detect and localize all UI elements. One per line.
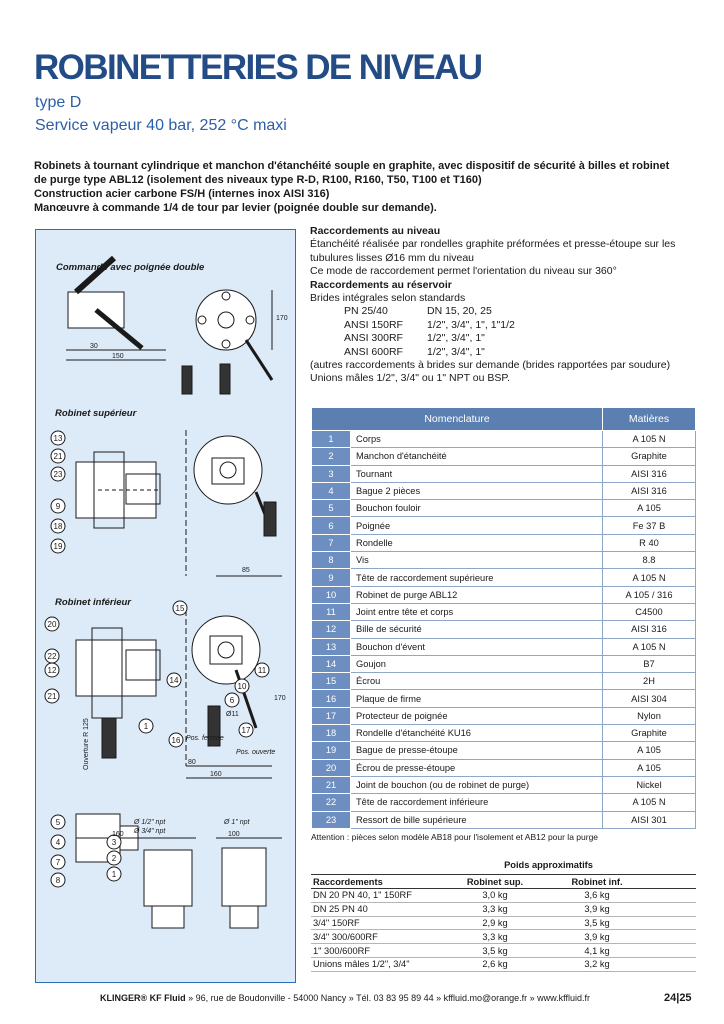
item-number: 23 (312, 811, 351, 828)
item-material: A 105 (603, 759, 696, 776)
callout: 8 (55, 876, 61, 885)
footer-contact: » 96, rue de Boudonville - 54000 Nancy » Tél. 03 83 95 89 44 » kffluid.mo@orange.fr » www.kffluid.fr (185, 993, 591, 1003)
table-row (312, 569, 696, 586)
item-designation: Joint de bouchon (ou de robinet de purge) (351, 776, 603, 793)
dim-label: 100 (228, 831, 240, 838)
callout: 11 (257, 666, 267, 675)
item-number: 12 (312, 621, 351, 638)
section-heading: Raccordements au réservoir (310, 278, 452, 291)
callout: 6 (229, 696, 235, 705)
callout: 1 (111, 870, 117, 879)
item-material: Nickel (603, 776, 696, 793)
callout: 22 (47, 652, 57, 661)
item-number: 13 (312, 638, 351, 655)
intro-line: Manœuvre à commande 1/4 de tour par levier (poignée double sur demande). (34, 202, 437, 214)
column-header: Robinet sup. (443, 875, 545, 889)
item-material: C4500 (603, 603, 696, 620)
footer-brand: KLINGER® KF Fluid (100, 993, 186, 1003)
item-material: A 105 N (603, 638, 696, 655)
callout: 23 (53, 470, 63, 479)
type-subtitle: type D (35, 94, 82, 111)
table-row (312, 500, 696, 517)
position-label: Pos. ouverte (236, 749, 276, 756)
item-designation: Tête de raccordement inférieure (351, 794, 603, 811)
table-row (312, 811, 696, 828)
item-designation: Robinet de purge ABL12 (351, 586, 603, 603)
item-material: A 105 / 316 (603, 586, 696, 603)
position-label: Pos. fermée (186, 735, 224, 742)
connections-section (310, 225, 700, 386)
service-subtitle: Service vapeur 40 bar, 252 °C maxi (35, 117, 287, 134)
callout: 7 (55, 858, 61, 867)
item-number: 2 (312, 448, 351, 465)
item-number: 1 (312, 431, 351, 448)
standard-row: ANSI 150RF 1/2", 3/4", 1", 1"1/2 (344, 318, 515, 331)
column-header: Raccordements (311, 875, 443, 889)
table-row (312, 776, 696, 793)
item-number: 9 (312, 569, 351, 586)
connection-type: 3/4" 150RF (311, 916, 443, 930)
item-number: 19 (312, 742, 351, 759)
weight-upper: 3,3 kg (443, 902, 545, 916)
item-designation: Tournant (351, 465, 603, 482)
item-material: A 105 (603, 742, 696, 759)
intro-line: de purge type ABL12 (isolement des niveaux type R-D, R100, R160, T50, T100 et T160) (34, 174, 482, 186)
item-designation: Écrou de presse-étoupe (351, 759, 603, 776)
table-row (312, 673, 696, 690)
item-designation: Ressort de bille supérieure (351, 811, 603, 828)
callout: 14 (169, 676, 179, 685)
table-row (312, 465, 696, 482)
callout: 3 (111, 838, 117, 847)
item-number: 21 (312, 776, 351, 793)
table-row (312, 655, 696, 672)
item-number: 4 (312, 482, 351, 499)
text-line: Étanchéité réalisée par rondelles graphite préformées et presse-étoupe sur les (310, 238, 676, 251)
weights-body (311, 889, 696, 972)
column-header: Robinet inf. (545, 875, 647, 889)
callout: 5 (55, 818, 61, 827)
union-connections-drawing (76, 814, 282, 928)
table-row (312, 603, 696, 620)
item-material: A 105 N (603, 569, 696, 586)
item-material: Nylon (603, 707, 696, 724)
table-row (312, 552, 696, 569)
callout: 12 (47, 666, 57, 675)
weight-upper: 3,5 kg (443, 944, 545, 958)
weight-upper: 2,6 kg (443, 957, 545, 971)
item-material: A 105 N (603, 794, 696, 811)
connection-type: 1" 300/600RF (311, 944, 443, 958)
weight-upper: 3,3 kg (443, 930, 545, 944)
thread-label: Ø 1" npt (224, 819, 250, 826)
table-row (312, 431, 696, 448)
weight-lower: 4,1 kg (545, 944, 647, 958)
drawing-caption: Commande avec poignée double (56, 262, 205, 273)
connection-type: DN 20 PN 40, 1" 150RF (311, 889, 443, 903)
item-number: 11 (312, 603, 351, 620)
table-header-row (311, 875, 696, 889)
callout: 1 (143, 722, 149, 731)
item-material: A 105 N (603, 431, 696, 448)
dim-label: 170 (274, 695, 286, 702)
rotation-label: Ouverture R 125 (83, 718, 90, 770)
section-heading: Raccordements au niveau (310, 225, 441, 237)
item-number: 20 (312, 759, 351, 776)
item-number: 17 (312, 707, 351, 724)
dim-label: 170 (276, 315, 288, 322)
weight-lower: 3,6 kg (545, 889, 647, 903)
upper-valve-drawing (76, 430, 282, 576)
item-number: 5 (312, 500, 351, 517)
callout: 19 (53, 542, 63, 551)
item-designation: Rondelle (351, 534, 603, 551)
weight-lower: 3,9 kg (545, 902, 647, 916)
double-handle-drawing (66, 258, 272, 394)
item-designation: Vis (351, 552, 603, 569)
dim-label: 80 (188, 759, 196, 766)
standard-row: PN 25/40 DN 15, 20, 25 (344, 305, 492, 318)
item-number: 3 (312, 465, 351, 482)
table-row (311, 957, 696, 971)
item-designation: Manchon d'étanchéité (351, 448, 603, 465)
thread-label: Ø 1/2" npt (134, 819, 166, 826)
text-line: tubulures lisses Ø16 mm du niveau (310, 251, 474, 264)
technical-drawings-panel (35, 229, 296, 983)
dim-label: 30 (90, 343, 98, 350)
table-row (312, 517, 696, 534)
drawing-caption: Robinet inférieur (55, 597, 132, 608)
page-title: ROBINETTERIES DE NIVEAU (34, 48, 482, 87)
footer-address (100, 993, 590, 1003)
callout: 13 (53, 434, 63, 443)
intro-line: Robinets à tournant cylindrique et manchon d'étanchéité souple en graphite, avec dispositif de sécurité à billes et robinet (34, 160, 670, 172)
item-material: Graphite (603, 725, 696, 742)
item-designation: Protecteur de poignée (351, 707, 603, 724)
callout: 18 (53, 522, 63, 531)
item-number: 6 (312, 517, 351, 534)
table-row (312, 759, 696, 776)
intro-text (34, 159, 694, 215)
item-material: R 40 (603, 534, 696, 551)
item-designation: Plaque de firme (351, 690, 603, 707)
text-line: Ce mode de raccordement permet l'orientation du niveau sur 360° (310, 265, 617, 278)
nomenclature-table (311, 407, 696, 829)
item-number: 15 (312, 673, 351, 690)
dim-label: 160 (112, 831, 124, 838)
item-designation: Tête de raccordement supérieure (351, 569, 603, 586)
callout: 9 (55, 502, 61, 511)
item-designation: Joint entre tête et corps (351, 603, 603, 620)
drawing-caption: Robinet supérieur (55, 408, 137, 419)
standard-row: ANSI 300RF 1/2", 3/4", 1" (344, 332, 485, 345)
text-line: Unions mâles 1/2", 3/4" ou 1" NPT ou BSP. (310, 372, 510, 385)
item-number: 18 (312, 725, 351, 742)
item-number: 7 (312, 534, 351, 551)
item-designation: Corps (351, 431, 603, 448)
connection-type: DN 25 PN 40 (311, 902, 443, 916)
item-material: B7 (603, 655, 696, 672)
connection-type: Unions mâles 1/2", 3/4" (311, 957, 443, 971)
item-material: AISI 316 (603, 465, 696, 482)
callout: 4 (55, 838, 61, 847)
connection-type: 3/4" 300/600RF (311, 930, 443, 944)
item-designation: Bouchon d'évent (351, 638, 603, 655)
thread-label: Ø 3/4" npt (134, 828, 166, 835)
callout: 10 (237, 682, 247, 691)
item-designation: Poignée (351, 517, 603, 534)
item-designation: Bouchon fouloir (351, 500, 603, 517)
table-row (312, 586, 696, 603)
table-row (312, 707, 696, 724)
table-header-row (312, 408, 696, 431)
table-row (311, 889, 696, 903)
dim-label: Ø11 (226, 711, 239, 718)
item-material: AISI 316 (603, 621, 696, 638)
weight-lower: 3,2 kg (545, 957, 647, 971)
item-designation: Goujon (351, 655, 603, 672)
callout: 20 (47, 620, 57, 629)
callout: 21 (47, 692, 57, 701)
item-number: 22 (312, 794, 351, 811)
weights-title: Poids approximatifs (504, 860, 593, 870)
column-header: Nomenclature (312, 408, 603, 431)
page-number: 24|25 (664, 992, 692, 1004)
table-row (312, 690, 696, 707)
callout: 21 (53, 452, 63, 461)
item-material: 2H (603, 673, 696, 690)
table-row (312, 482, 696, 499)
text-line: Brides intégrales selon standards (310, 292, 466, 305)
table-row (312, 742, 696, 759)
table-row (312, 794, 696, 811)
callout: 17 (241, 726, 251, 735)
table-row (312, 448, 696, 465)
item-material: 8.8 (603, 552, 696, 569)
item-material: A 105 (603, 500, 696, 517)
attention-note: Attention : pièces selon modèle AB18 pour l'isolement et AB12 pour la purge (311, 832, 599, 842)
dim-label: 150 (112, 353, 124, 360)
callout: 2 (111, 854, 117, 863)
dim-label: 160 (210, 771, 222, 778)
table-row (312, 725, 696, 742)
weights-section (311, 860, 696, 972)
item-designation: Rondelle d'étanchéité KU16 (351, 725, 603, 742)
item-designation: Bague 2 pièces (351, 482, 603, 499)
item-designation: Écrou (351, 673, 603, 690)
weights-table (311, 874, 696, 972)
text-line: (autres raccordements à brides sur demande (brides rapportées par soudure) (310, 359, 671, 372)
weight-upper: 3,0 kg (443, 889, 545, 903)
table-row (312, 621, 696, 638)
item-designation: Bille de sécurité (351, 621, 603, 638)
dim-label: 85 (242, 567, 250, 574)
item-material: AISI 316 (603, 482, 696, 499)
table-row (311, 944, 696, 958)
table-row (311, 916, 696, 930)
callout: 15 (175, 604, 185, 613)
item-number: 16 (312, 690, 351, 707)
item-number: 8 (312, 552, 351, 569)
table-row (312, 534, 696, 551)
callout: 16 (171, 736, 181, 745)
weight-upper: 2,9 kg (443, 916, 545, 930)
table-row (311, 930, 696, 944)
table-row (311, 902, 696, 916)
item-material: Fe 37 B (603, 517, 696, 534)
standard-row: ANSI 600RF 1/2", 3/4", 1" (344, 345, 485, 358)
item-material: AISI 301 (603, 811, 696, 828)
item-material: Graphite (603, 448, 696, 465)
item-designation: Bague de presse-étoupe (351, 742, 603, 759)
weight-lower: 3,9 kg (545, 930, 647, 944)
intro-line: Construction acier carbone FS/H (internes inox AISI 316) (34, 188, 330, 200)
item-number: 14 (312, 655, 351, 672)
item-material: AISI 304 (603, 690, 696, 707)
column-header: Matières (603, 408, 696, 431)
nomenclature-body (312, 431, 696, 829)
weight-lower: 3,5 kg (545, 916, 647, 930)
table-row (312, 638, 696, 655)
item-number: 10 (312, 586, 351, 603)
